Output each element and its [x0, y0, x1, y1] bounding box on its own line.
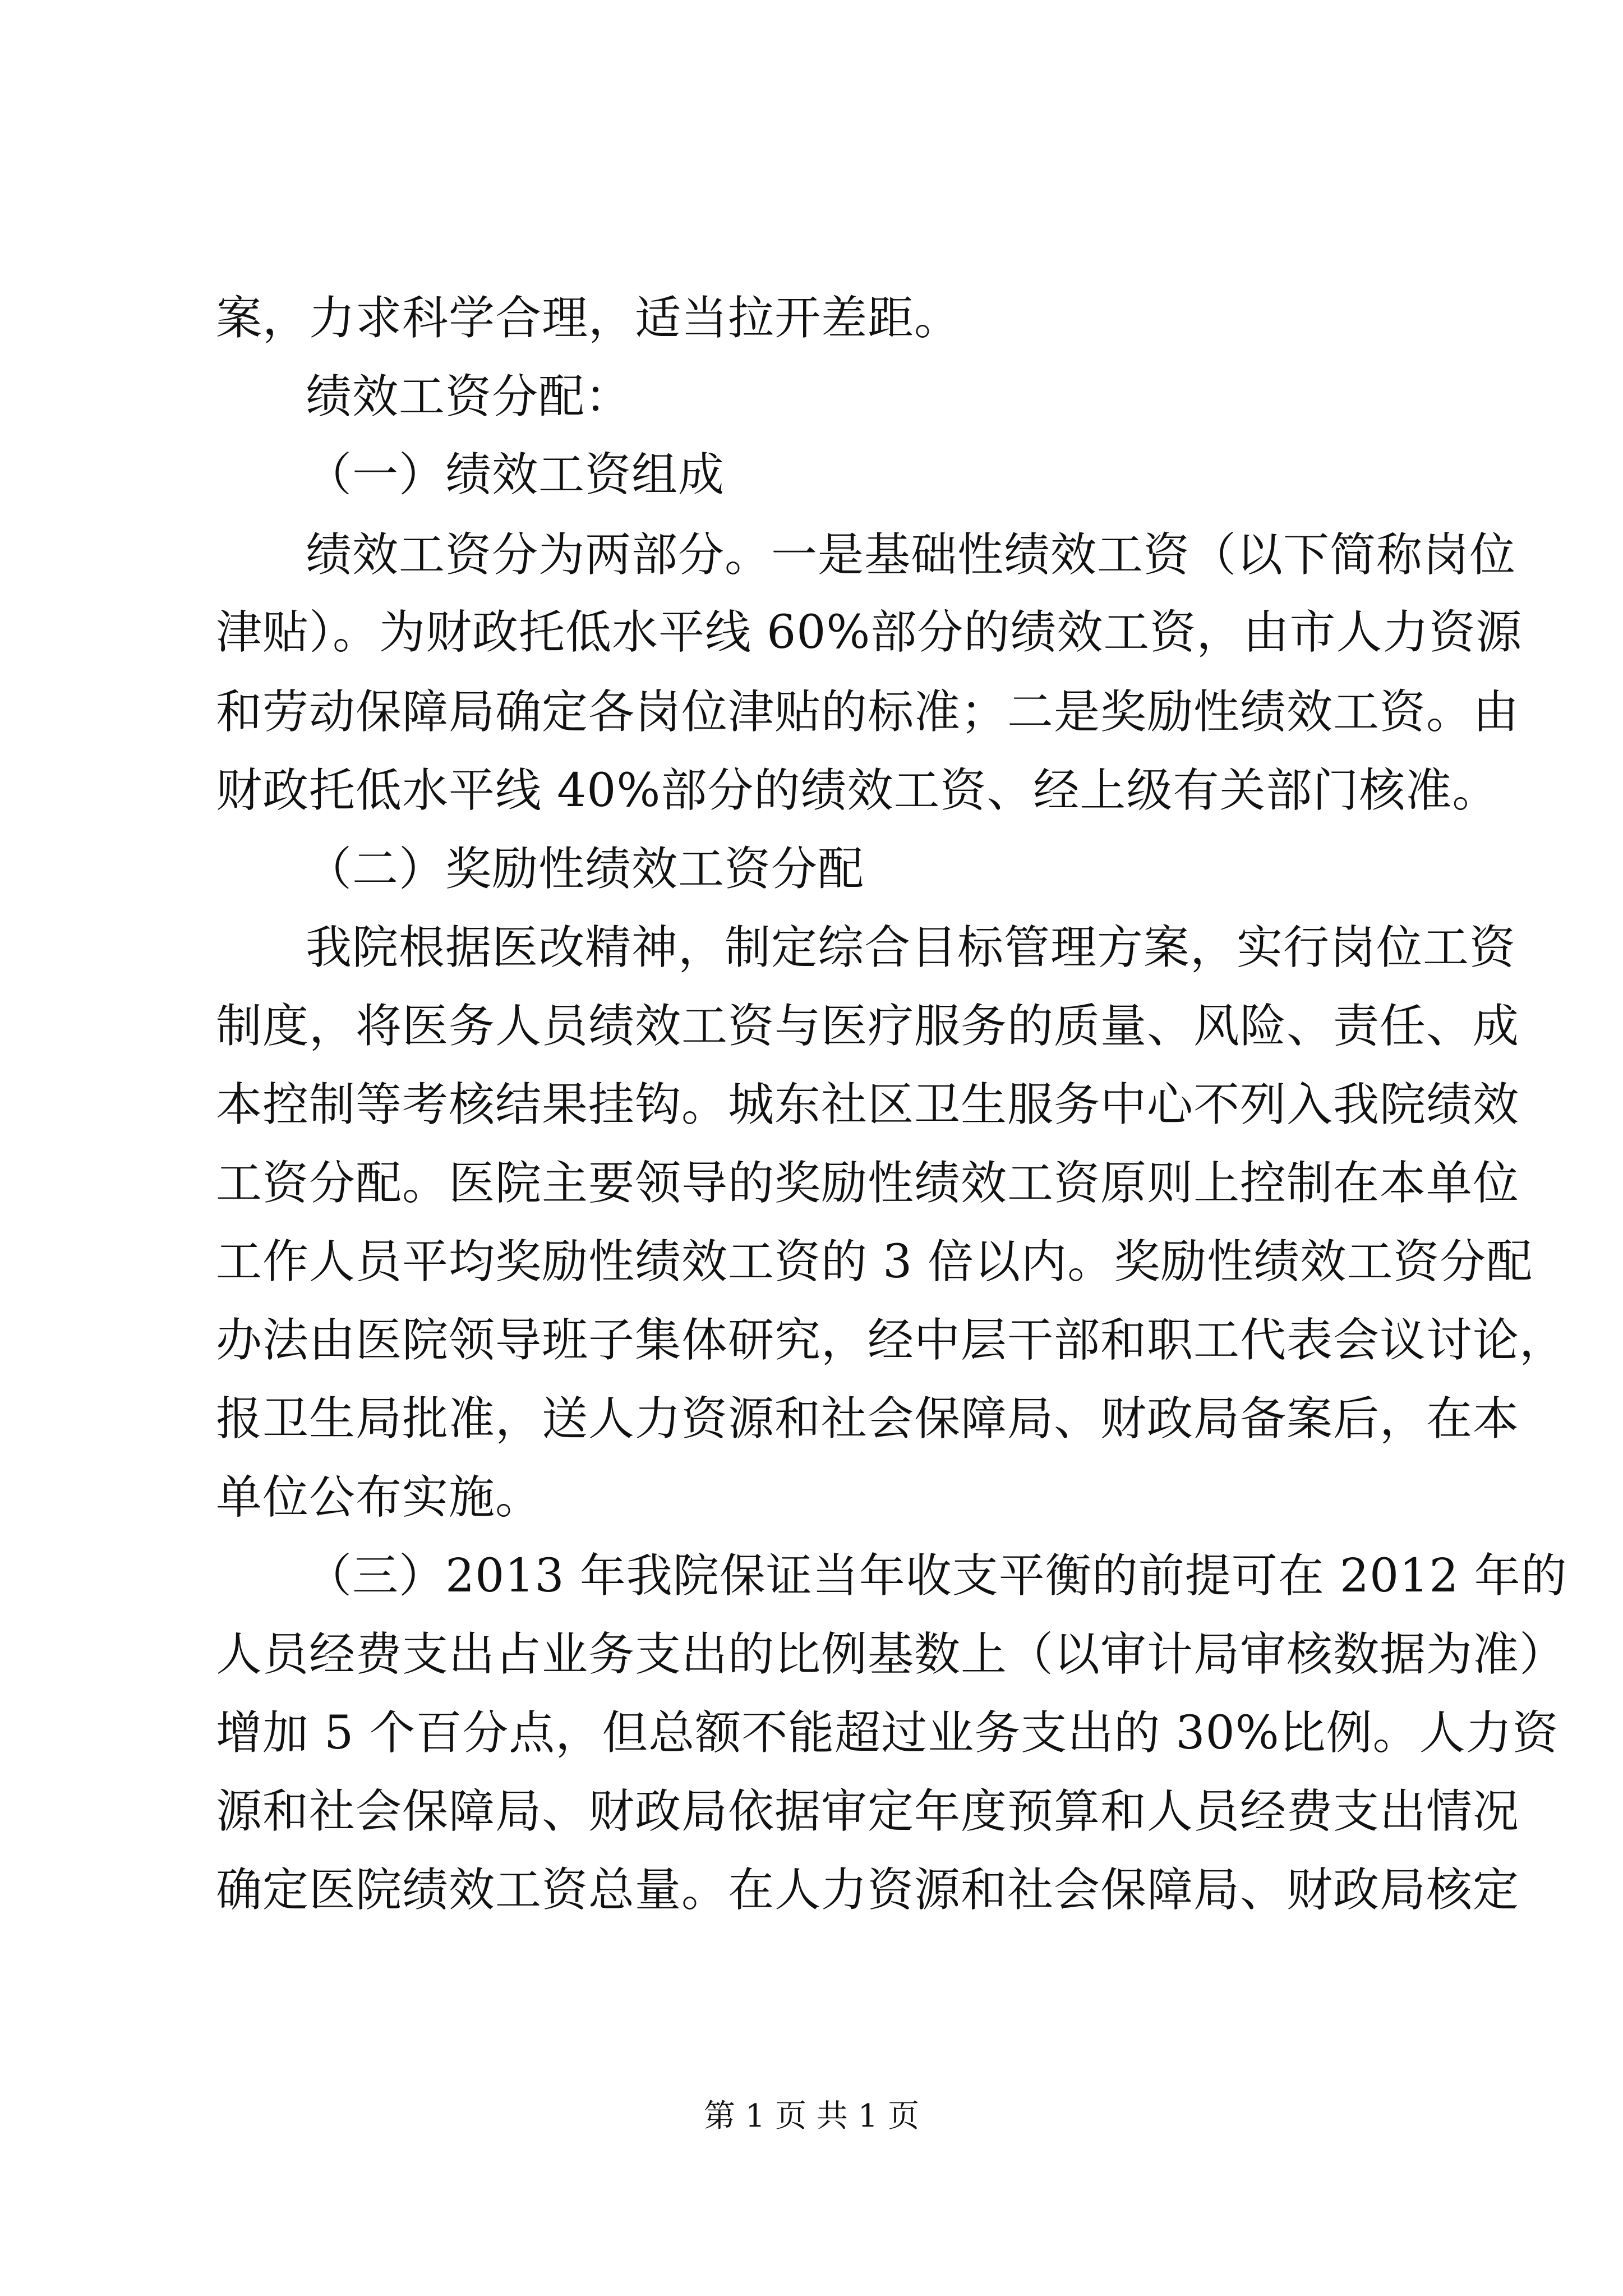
text-line: 人员经费支出占业务支出的比例基数上（以审计局审核数据为准） [216, 1628, 1566, 1681]
text-line: 工资分配。医院主要领导的奖励性绩效工资原则上控制在本单位 [216, 1157, 1520, 1210]
text-line: 本控制等考核结果挂钩。城东社区卫生服务中心不列入我院绩效 [216, 1078, 1520, 1131]
text-line: 增加 5 个百分点，但总额不能超过业务支出的 30%比例。人力资 [216, 1706, 1559, 1760]
text-line: 财政托低水平线 40%部分的绩效工资、经上级有关部门核准。 [216, 764, 1499, 817]
text-line: 报卫生局批准，送人力资源和社会保障局、财政局备案后，在本 [216, 1392, 1520, 1446]
text-line: 单位公布实施。 [216, 1471, 542, 1524]
section-heading: 绩效工资分配： [306, 370, 632, 424]
text-line: 确定医院绩效工资总量。在人力资源和社会保障局、财政局核定 [216, 1864, 1520, 1917]
subsection-heading: （一）绩效工资组成 [306, 448, 725, 501]
subsection-heading: （二）奖励性绩效工资分配 [306, 843, 865, 896]
text-line: 和劳动保障局确定各岗位津贴的标准；二是奖励性绩效工资。由 [216, 685, 1520, 739]
text-line: 案，力求科学合理，适当拉开差距。 [216, 292, 961, 345]
text-line: 制度，将医务人员绩效工资与医疗服务的质量、风险、责任、成 [216, 1000, 1520, 1053]
text-line: 办法由医院领导班子集体研究，经中层干部和职工代表会议讨论， [216, 1314, 1566, 1367]
text-line: 工作人员平均奖励性绩效工资的 3 倍以内。奖励性绩效工资分配 [216, 1235, 1533, 1289]
text-line: 我院根据医改精神，制定综合目标管理方案，实行岗位工资 [306, 921, 1516, 974]
text-line: 源和社会保障局、财政局依据审定年度预算和人员经费支出情况 [216, 1785, 1520, 1838]
text-line: 绩效工资分为两部分。一是基础性绩效工资（以下简称岗位 [306, 528, 1516, 582]
subsection-heading: （三）2013 年我院保证当年收支平衡的前提可在 2012 年的 [306, 1549, 1567, 1603]
text-line: 津贴）。为财政托低水平线 60%部分的绩效工资，由市人力资源 [216, 606, 1523, 659]
page-footer: 第 1 页 共 1 页 [703, 2098, 920, 2134]
